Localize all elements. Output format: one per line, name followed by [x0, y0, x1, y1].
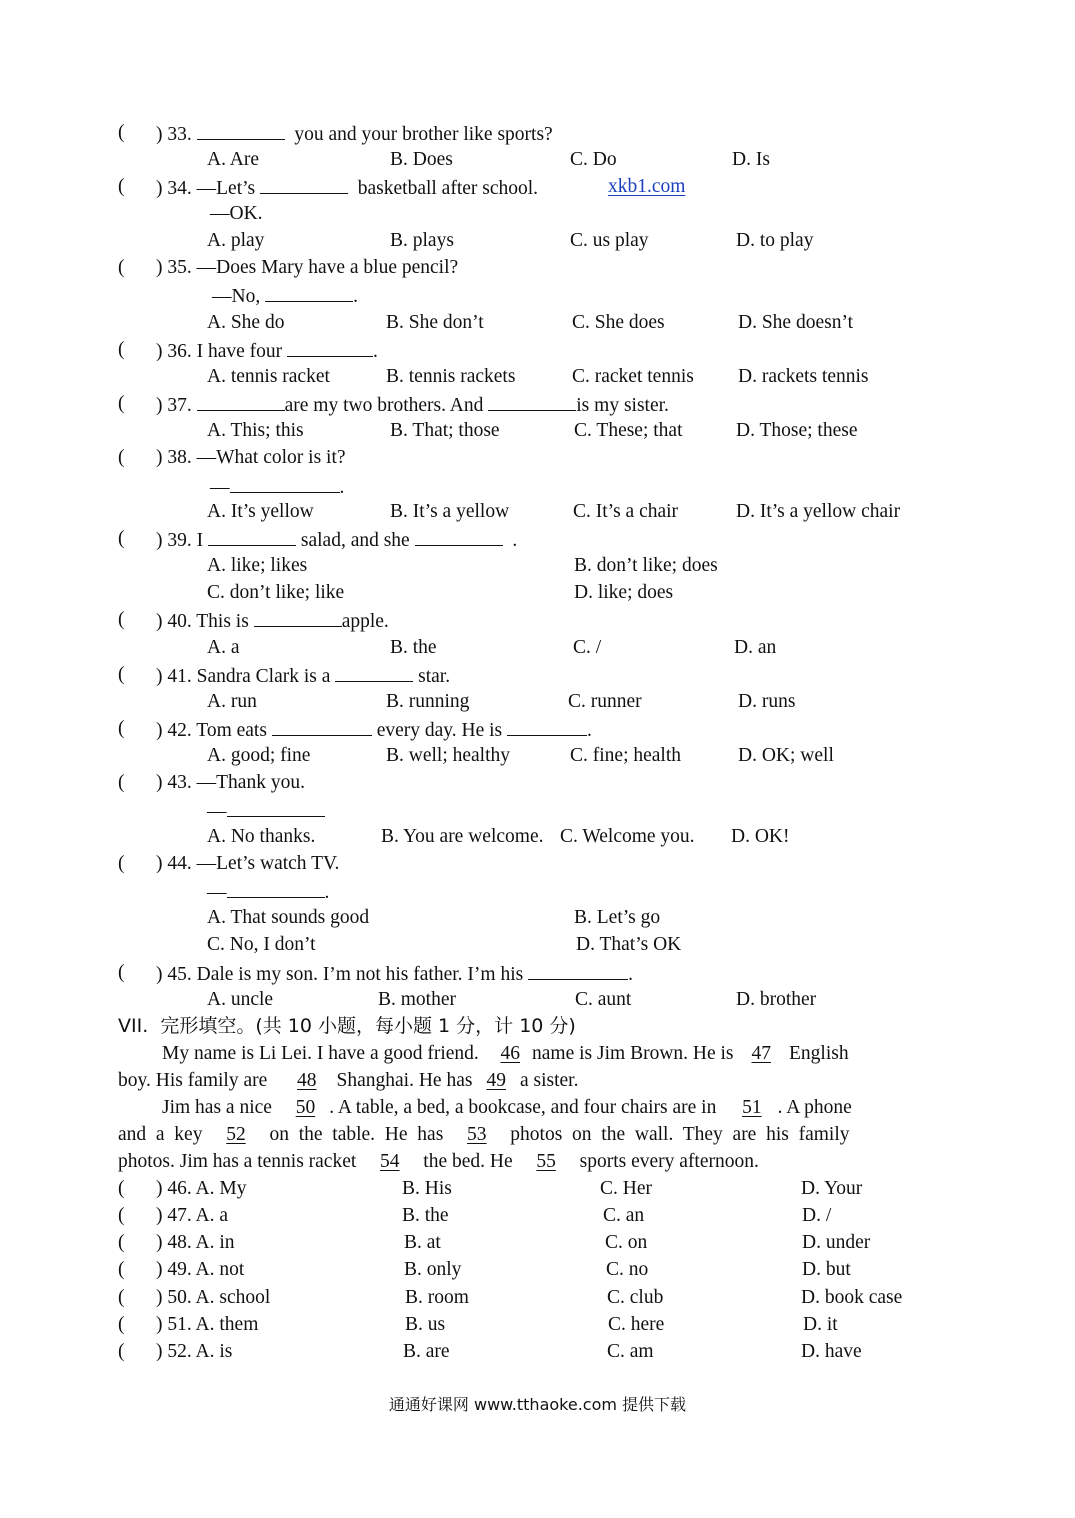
- paren-35: (: [118, 257, 125, 278]
- paren-45: (: [118, 962, 125, 983]
- blank-55: 55: [536, 1151, 556, 1172]
- question-45: ) 45. Dale is my son. I’m not his father. I’m his .: [156, 961, 633, 987]
- question-38: [156, 446, 346, 470]
- q35-text: —Does Mary have a blue pencil?: [196, 257, 459, 278]
- blank-52: 52: [226, 1124, 246, 1145]
- q40-option-a: A. a: [207, 637, 240, 658]
- q37-text-end: is my sister.: [576, 395, 669, 416]
- page-footer: 通通好课网 www.tthaoke.com 提供下载: [388, 1395, 687, 1414]
- q42-option-b: B. well; healthy: [386, 745, 511, 766]
- q33-option-d: D. Is: [732, 149, 770, 170]
- question-34: [156, 175, 538, 201]
- q37-number: ) 37.: [156, 395, 192, 416]
- q38-option-c: C. It’s a chair: [573, 501, 679, 522]
- q35-reply: —No, .: [212, 283, 358, 309]
- answer-blank: [227, 798, 325, 817]
- q51-option-d: D. it: [803, 1314, 838, 1335]
- paren-52: (: [118, 1341, 125, 1362]
- q38-reply: — .: [210, 474, 344, 500]
- q39-text: salad, and she: [296, 530, 410, 551]
- q38-option-d: D. It’s a yellow chair: [736, 501, 901, 522]
- q37-option-a: A. This; this: [207, 420, 304, 441]
- q45-option-d: D. brother: [736, 989, 817, 1010]
- q48-option-c: C. on: [605, 1232, 648, 1253]
- answer-blank: [528, 961, 628, 980]
- q41-option-d: D. runs: [738, 691, 796, 712]
- answer-blank: [197, 121, 285, 140]
- q45-option-b: B. mother: [378, 989, 456, 1010]
- q39-option-a: A. like; likes: [207, 555, 308, 576]
- blank-49: 49: [486, 1070, 506, 1091]
- q40-option-d: D. an: [734, 637, 777, 658]
- q33-option-b: B. Does: [390, 149, 453, 170]
- passage-text: English: [789, 1043, 849, 1064]
- passage-text: My name is Li Lei. I have a good friend.: [162, 1043, 479, 1064]
- q42-text: every day. He is: [371, 720, 503, 741]
- q38-option-a: A. It’s yellow: [207, 501, 314, 522]
- passage-text: . A table, a bed, a bookcase, and four chairs are in: [329, 1097, 717, 1118]
- blank-50: 50: [295, 1097, 316, 1118]
- answer-blank: [254, 608, 342, 627]
- q41-text: star.: [413, 666, 451, 687]
- question-40: [156, 608, 389, 634]
- q34-option-b: B. plays: [390, 230, 454, 251]
- passage-text: Jim has a nice: [162, 1097, 272, 1118]
- paren-49: (: [118, 1259, 125, 1280]
- q42-number: ) 42. Tom eats: [156, 720, 267, 741]
- q44-option-b: B. Let’s go: [574, 907, 661, 928]
- q42-option-c: C. fine; health: [570, 745, 682, 766]
- q46-option-b: B. His: [402, 1178, 452, 1199]
- q51-option-b: B. us: [405, 1314, 446, 1335]
- paren-43: (: [118, 772, 125, 793]
- q52-option-b: B. are: [403, 1341, 450, 1362]
- question-39: ) 39. I salad, and she .: [156, 527, 517, 553]
- q46-option-c: C. Her: [600, 1178, 652, 1199]
- passage-line-2: [118, 1069, 578, 1093]
- q40-text: apple.: [341, 611, 389, 632]
- q38-number: ) 38.: [156, 447, 192, 468]
- q43-reply: [207, 798, 325, 824]
- q52-option-c: C. am: [607, 1341, 654, 1362]
- question-35: [156, 256, 458, 280]
- q51-stem: ) 51. A. them: [156, 1314, 259, 1335]
- q44-reply: — .: [207, 879, 329, 905]
- answer-blank: [488, 392, 576, 411]
- passage-text: . A phone: [777, 1097, 852, 1118]
- q38-text: —What color is it?: [196, 447, 346, 468]
- question-33: [156, 121, 553, 147]
- paren-41: (: [118, 664, 125, 685]
- paren-39: (: [118, 528, 125, 549]
- paren-44: (: [118, 853, 125, 874]
- passage-text: the bed. He: [423, 1151, 513, 1172]
- q49-option-d: D. but: [802, 1259, 851, 1280]
- blank-53: 53: [467, 1124, 487, 1145]
- q33-option-a: A. Are: [207, 149, 259, 170]
- q35-option-a: A. She do: [207, 312, 285, 333]
- q36-text: ) 36. I have four: [156, 341, 283, 362]
- passage-text: Shanghai. He has: [336, 1070, 473, 1091]
- q44-text: —Let’s watch TV.: [196, 853, 340, 874]
- q50-option-d: D. book case: [801, 1287, 903, 1308]
- paren-46: (: [118, 1178, 125, 1199]
- paren-47: (: [118, 1205, 125, 1226]
- answer-blank: [335, 663, 413, 682]
- passage-text: on the table. He has: [269, 1124, 444, 1145]
- q39-option-d: D. like; does: [574, 582, 674, 603]
- q36-option-b: B. tennis rackets: [386, 366, 516, 387]
- q41-option-c: C. runner: [568, 691, 642, 712]
- xkb1-link[interactable]: xkb1.com: [608, 176, 686, 197]
- q33-number: ) 33.: [156, 124, 192, 145]
- passage-text: photos. Jim has a tennis racket: [118, 1151, 357, 1172]
- q44-option-d: D. That’s OK: [576, 934, 682, 955]
- q47-option-b: B. the: [402, 1205, 449, 1226]
- q41-option-b: B. running: [386, 691, 470, 712]
- passage-text: sports every afternoon.: [579, 1151, 759, 1172]
- q34-text: basketball after school.: [352, 178, 539, 199]
- q34-option-d: D. to play: [736, 230, 814, 251]
- q46-stem: ) 46. A. My: [156, 1178, 247, 1199]
- q51-option-c: C. here: [608, 1314, 665, 1335]
- q47-option-d: D. /: [802, 1205, 832, 1226]
- q45-option-a: A. uncle: [207, 989, 274, 1010]
- q39-option-b: B. don’t like; does: [574, 555, 718, 576]
- q48-option-d: D. under: [802, 1232, 871, 1253]
- q43-option-b: B. You are welcome.: [381, 826, 544, 847]
- q37-text: are my two brothers. And: [284, 395, 484, 416]
- q35-option-c: C. She does: [572, 312, 665, 333]
- q34-option-c: C. us play: [570, 230, 649, 251]
- blank-51: 51: [742, 1097, 762, 1118]
- q34-number: ) 34.: [156, 178, 192, 199]
- blank-48: 48: [297, 1070, 317, 1091]
- q43-text: —Thank you.: [196, 772, 305, 793]
- q50-option-c: C. club: [607, 1287, 664, 1308]
- q42-option-a: A. good; fine: [207, 745, 311, 766]
- q34-reply: —OK.: [210, 203, 263, 224]
- section-heading: VII. 完形填空。(共 10 小题，每小题 1 分，计 10 分): [118, 1015, 576, 1037]
- q48-option-b: B. at: [404, 1232, 441, 1253]
- paren-51: (: [118, 1314, 125, 1335]
- q47-option-c: C. an: [603, 1205, 645, 1226]
- q35-reply-text: —No,: [212, 286, 261, 307]
- q37-option-b: B. That; those: [390, 420, 500, 441]
- passage-line-3: [162, 1096, 852, 1120]
- q41-number: ) 41. Sandra Clark is a: [156, 666, 331, 687]
- paren-42: (: [118, 718, 125, 739]
- q50-stem: ) 50. A. school: [156, 1287, 271, 1308]
- passage-line-1: [162, 1042, 849, 1066]
- q40-number: ) 40. This is: [156, 611, 249, 632]
- q36-option-d: D. rackets tennis: [738, 366, 869, 387]
- q33-text: you and your brother like sports?: [289, 124, 553, 145]
- question-37: [156, 392, 669, 418]
- q43-option-c: C. Welcome you.: [560, 826, 695, 847]
- q49-option-b: B. only: [404, 1259, 462, 1280]
- q48-stem: ) 48. A. in: [156, 1232, 235, 1253]
- q36-option-a: A. tennis racket: [207, 366, 330, 387]
- q52-option-d: D. have: [801, 1341, 862, 1362]
- answer-blank: [208, 527, 296, 546]
- passage-line-5: [118, 1150, 759, 1174]
- answer-blank: [260, 175, 348, 194]
- q49-stem: ) 49. A. not: [156, 1259, 245, 1280]
- q50-option-b: B. room: [405, 1287, 469, 1308]
- paren-36: (: [118, 339, 125, 360]
- q35-number: ) 35.: [156, 257, 192, 278]
- q45-text: ) 45. Dale is my son. I’m not his father. I’m his: [156, 964, 524, 985]
- blank-54: 54: [380, 1151, 400, 1172]
- answer-blank: [272, 717, 372, 736]
- passage-line-4: [118, 1123, 850, 1147]
- answer-blank: [265, 283, 353, 302]
- q35-option-d: D. She doesn’t: [738, 312, 854, 333]
- q42-option-d: D. OK; well: [738, 745, 834, 766]
- q47-stem: ) 47. A. a: [156, 1205, 229, 1226]
- answer-blank: [287, 338, 373, 357]
- q43-dash: —: [207, 801, 227, 822]
- q39-number: ) 39. I: [156, 530, 204, 551]
- q38-option-b: B. It’s a yellow: [390, 501, 510, 522]
- paren-34: (: [118, 176, 125, 197]
- passage-text: boy. His family are: [118, 1070, 268, 1091]
- answer-blank: [415, 527, 503, 546]
- q52-stem: ) 52. A. is: [156, 1341, 233, 1362]
- q49-option-c: C. no: [606, 1259, 649, 1280]
- passage-text: and a key: [118, 1124, 203, 1145]
- answer-blank: [507, 717, 587, 736]
- q44-dash: —: [207, 882, 227, 903]
- q43-option-a: A. No thanks.: [207, 826, 316, 847]
- blank-46: 46: [500, 1043, 521, 1064]
- blank-47: 47: [751, 1043, 772, 1064]
- q45-option-c: C. aunt: [575, 989, 632, 1010]
- q39-option-c: C. don’t like; like: [207, 582, 345, 603]
- passage-text: name is Jim Brown. He is: [532, 1043, 734, 1064]
- q44-option-a: A. That sounds good: [207, 907, 370, 928]
- question-36: ) 36. I have four .: [156, 338, 378, 364]
- question-44: [156, 852, 339, 876]
- q40-option-c: C. /: [573, 637, 602, 658]
- q36-option-c: C. racket tennis: [572, 366, 694, 387]
- paren-37: (: [118, 393, 125, 414]
- q40-option-b: B. the: [390, 637, 437, 658]
- q34-option-a: A. play: [207, 230, 265, 251]
- paren-50: (: [118, 1287, 125, 1308]
- q43-option-d: D. OK!: [731, 826, 790, 847]
- q34-prefix: —Let’s: [196, 178, 256, 199]
- paren-38: (: [118, 447, 125, 468]
- q38-dash: —: [210, 477, 230, 498]
- paren-40: (: [118, 609, 125, 630]
- question-43: [156, 771, 305, 795]
- paren-48: (: [118, 1232, 125, 1253]
- q44-number: ) 44.: [156, 853, 192, 874]
- q44-option-c: C. No, I don’t: [207, 934, 316, 955]
- q43-number: ) 43.: [156, 772, 192, 793]
- answer-blank: [230, 474, 340, 493]
- answer-blank: [197, 392, 285, 411]
- answer-blank: [227, 879, 325, 898]
- passage-text: photos on the wall. They are his family: [510, 1124, 850, 1145]
- question-42: ) 42. Tom eats every day. He is .: [156, 717, 592, 743]
- q37-option-c: C. These; that: [574, 420, 683, 441]
- question-41: [156, 663, 450, 689]
- q37-option-d: D. Those; these: [736, 420, 858, 441]
- q46-option-d: D. Your: [801, 1178, 863, 1199]
- q35-option-b: B. She don’t: [386, 312, 484, 333]
- q41-option-a: A. run: [207, 691, 257, 712]
- passage-text: a sister.: [519, 1070, 579, 1091]
- paren-33: (: [118, 122, 125, 143]
- q33-option-c: C. Do: [570, 149, 617, 170]
